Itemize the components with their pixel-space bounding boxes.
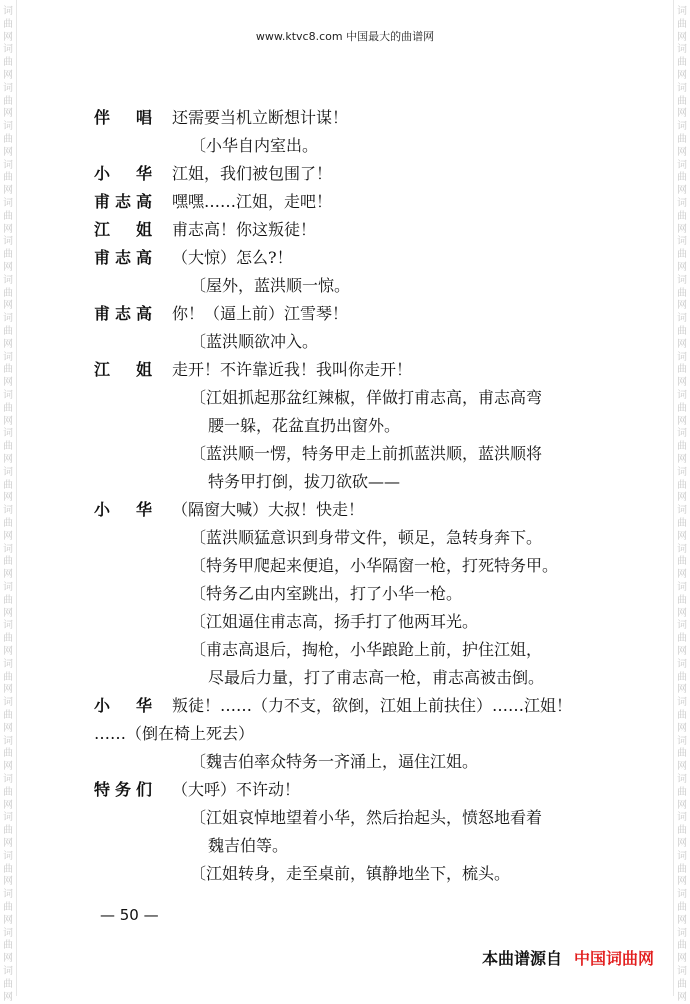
dialogue-text: 走开！不许靠近我！我叫你走开！ [172, 360, 413, 379]
watermark-char: 网 [3, 454, 13, 465]
watermark-char: 曲 [3, 402, 13, 414]
watermark-char: 词 [3, 582, 13, 593]
watermark-char: 词 [3, 236, 13, 248]
watermark-char: 网 [3, 146, 13, 158]
watermark-char: 词 [677, 543, 687, 555]
speaker-name: 甫志高 [94, 248, 152, 267]
stage-direction [190, 804, 634, 860]
watermark-char: 曲 [677, 556, 687, 568]
watermark-char: 词 [677, 121, 687, 133]
stage-direction-text: 〔江姐转身，走至桌前，镇静地坐下，梳头。 [190, 864, 511, 883]
watermark-char: 词 [677, 582, 687, 593]
watermark-char: 词 [677, 505, 687, 517]
watermark-char: 词 [677, 697, 687, 709]
speaker-name: 甫志高 [94, 192, 152, 211]
watermark-char: 词 [677, 313, 687, 325]
speaker-name: 甫志高 [94, 304, 152, 323]
dialogue-continuation [94, 720, 634, 748]
watermark-char: 曲 [677, 364, 687, 376]
watermark-char: 词 [3, 428, 13, 440]
stage-direction-text: 〔江姐抓起那盆红辣椒，佯做打甫志高，甫志高弯 [190, 388, 543, 407]
watermark-char: 网 [677, 338, 687, 350]
dialogue-line [94, 496, 634, 524]
watermark-char: 曲 [3, 57, 13, 69]
watermark-char: 网 [3, 646, 13, 657]
watermark-char: 词 [677, 274, 687, 286]
watermark-char: 网 [3, 761, 13, 773]
watermark-char: 曲 [677, 441, 687, 453]
watermark-char: 词 [3, 774, 13, 785]
dialogue-line [94, 244, 634, 272]
watermark-char: 网 [677, 377, 687, 389]
watermark-char: 词 [3, 351, 13, 363]
stage-direction-text: 〔小华自内室出。 [190, 136, 319, 155]
watermark-char: 词 [3, 82, 13, 94]
watermark-char: 词 [3, 121, 13, 133]
watermark-char: 网 [3, 953, 13, 965]
page-header: www.ktvc8.com 中国最大的曲谱网 [255, 30, 435, 43]
watermark-char: 曲 [3, 902, 13, 913]
watermark-char: 网 [3, 991, 13, 1003]
stage-direction-text: 〔蓝洪顺一愣，特务甲走上前抓蓝洪顺，蓝洪顺将 [190, 444, 543, 463]
watermark-char: 网 [677, 108, 687, 120]
watermark-char: 曲 [677, 249, 687, 261]
watermark-char: 曲 [677, 172, 687, 184]
watermark-char: 网 [3, 31, 13, 43]
watermark-char: 网 [677, 31, 687, 43]
stage-direction [190, 132, 634, 160]
watermark-char: 曲 [3, 594, 13, 606]
watermark-char: 词 [3, 505, 13, 517]
watermark-char: 词 [677, 466, 687, 478]
left-watermark-column [0, 0, 16, 1003]
watermark-char: 网 [677, 146, 687, 158]
watermark-char: 网 [3, 569, 13, 581]
watermark-char: 曲 [3, 556, 13, 568]
watermark-char: 网 [677, 569, 687, 581]
dialogue-line [94, 356, 634, 384]
dialogue-text: 甫志高！你这叛徒！ [172, 220, 317, 239]
watermark-char: 曲 [677, 326, 687, 337]
watermark-char: 词 [3, 390, 13, 401]
stage-direction [190, 328, 634, 356]
dialogue-line [94, 216, 634, 244]
stage-direction [190, 636, 634, 692]
watermark-char: 词 [677, 927, 687, 939]
stage-direction-continuation: 尽最后力量，打了甫志高一枪，甫志高被击倒。 [208, 668, 545, 687]
watermark-char: 词 [3, 850, 13, 862]
watermark-char: 词 [677, 889, 687, 901]
stage-direction-text: 〔蓝洪顺猛意识到身带文件，顿足，急转身奔下。 [190, 528, 543, 547]
watermark-char: 曲 [677, 134, 687, 145]
watermark-char: 曲 [3, 249, 13, 261]
watermark-char: 曲 [677, 57, 687, 69]
watermark-char: 曲 [677, 902, 687, 913]
watermark-char: 曲 [677, 633, 687, 645]
dialogue-line [94, 188, 634, 216]
watermark-char: 网 [3, 70, 13, 81]
watermark-char: 网 [677, 799, 687, 811]
watermark-char: 网 [3, 914, 13, 926]
dialogue-text: 你！（逼上前）江雪琴！ [172, 304, 349, 323]
script-body [94, 104, 634, 888]
watermark-char: 词 [677, 82, 687, 94]
dialogue-line [94, 300, 634, 328]
watermark-char: 网 [677, 876, 687, 888]
watermark-char: 网 [677, 953, 687, 965]
watermark-char: 曲 [3, 671, 13, 683]
watermark-char: 词 [677, 6, 687, 17]
watermark-char: 网 [677, 761, 687, 773]
stage-direction [190, 580, 634, 608]
stage-direction [190, 524, 634, 552]
stage-direction-text: 〔屋外，蓝洪顺一惊。 [190, 276, 351, 295]
watermark-char: 网 [3, 722, 13, 734]
watermark-char: 曲 [3, 18, 13, 30]
watermark-char: 网 [677, 70, 687, 81]
dialogue-text: 嘿嘿……江姐，走吧！ [172, 192, 333, 211]
footer-brand-link[interactable]: 中国词曲网 [573, 949, 654, 968]
watermark-char: 网 [677, 300, 687, 312]
watermark-char: 曲 [3, 786, 13, 798]
watermark-char: 曲 [3, 518, 13, 529]
speaker-name: 小华 [94, 164, 152, 183]
watermark-char: 网 [3, 223, 13, 235]
watermark-char: 曲 [677, 402, 687, 414]
watermark-char: 网 [3, 838, 13, 849]
watermark-char: 词 [3, 466, 13, 478]
watermark-char: 曲 [3, 748, 13, 760]
dialogue-text: 江姐，我们被包围了！ [172, 164, 333, 183]
watermark-char: 词 [3, 812, 13, 824]
watermark-char: 网 [677, 646, 687, 657]
watermark-char: 网 [677, 262, 687, 273]
dialogue-text: 叛徒！……（力不支，欲倒，江姐上前扶住）……江姐！ [172, 696, 573, 715]
watermark-char: 曲 [3, 172, 13, 184]
watermark-char: 曲 [3, 710, 13, 721]
watermark-char: 曲 [677, 18, 687, 30]
watermark-char: 网 [3, 684, 13, 696]
stage-direction-text: 〔江姐哀悼地望着小华，然后抬起头，愤怒地看着 [190, 808, 543, 827]
stage-direction-continuation: 特务甲打倒，拔刀欲砍—— [208, 472, 401, 491]
watermark-char: 网 [677, 838, 687, 849]
dialogue-line [94, 776, 634, 804]
stage-direction-continuation: 腰一躲，花盆直扔出窗外。 [208, 416, 401, 435]
stage-direction-text: 〔魏吉伯率众特务一齐涌上，逼住江姐。 [190, 752, 479, 771]
footer-credit [482, 946, 654, 969]
watermark-char: 词 [3, 44, 13, 56]
watermark-char: 曲 [677, 748, 687, 760]
stage-direction [190, 272, 634, 300]
stage-direction-continuation: 魏吉伯等。 [208, 836, 289, 855]
watermark-char: 网 [677, 684, 687, 696]
watermark-char: 词 [677, 428, 687, 440]
watermark-char: 网 [677, 185, 687, 197]
stage-direction-text: 〔江姐逼住甫志高，扬手打了他两耳光。 [190, 612, 479, 631]
watermark-char: 网 [677, 607, 687, 619]
watermark-char: 网 [3, 185, 13, 197]
watermark-char: 词 [677, 44, 687, 56]
watermark-char: 词 [3, 927, 13, 939]
watermark-char: 曲 [3, 326, 13, 337]
watermark-char: 词 [677, 812, 687, 824]
watermark-char: 网 [677, 223, 687, 235]
watermark-char: 词 [3, 198, 13, 209]
watermark-char: 词 [3, 159, 13, 171]
watermark-char: 曲 [677, 786, 687, 798]
watermark-char: 曲 [3, 825, 13, 837]
watermark-char: 曲 [3, 633, 13, 645]
watermark-char: 词 [3, 697, 13, 709]
watermark-char: 曲 [677, 594, 687, 606]
watermark-char: 曲 [677, 671, 687, 683]
watermark-char: 曲 [3, 134, 13, 145]
right-margin-rule [673, 0, 674, 996]
stage-direction-text: 〔特务乙由内室跳出，打了小华一枪。 [190, 584, 463, 603]
dialogue-text: （大惊）怎么?！ [172, 248, 293, 267]
stage-direction-text: 〔蓝洪顺欲冲入。 [190, 332, 319, 351]
watermark-char: 网 [677, 722, 687, 734]
stage-direction [190, 440, 634, 496]
dialogue-text: （大呼）不许动！ [172, 780, 301, 799]
watermark-char: 曲 [3, 287, 13, 299]
watermark-char: 词 [677, 236, 687, 248]
watermark-char: 网 [677, 454, 687, 465]
watermark-char: 词 [3, 735, 13, 747]
watermark-char: 网 [3, 607, 13, 619]
dialogue-text: （隔窗大喊）大叔！快走！ [172, 500, 365, 519]
dialogue-line [94, 160, 634, 188]
watermark-char: 网 [3, 876, 13, 888]
speaker-name: 伴唱 [94, 108, 152, 127]
watermark-char: 曲 [677, 978, 687, 990]
right-watermark-column [674, 0, 690, 1003]
stage-direction [190, 748, 634, 776]
watermark-char: 曲 [677, 479, 687, 491]
watermark-char: 曲 [3, 210, 13, 222]
dialogue-line [94, 692, 634, 720]
watermark-char: 词 [677, 850, 687, 862]
watermark-char: 网 [677, 914, 687, 926]
watermark-char: 词 [3, 889, 13, 901]
watermark-char: 曲 [677, 863, 687, 875]
watermark-char: 词 [677, 198, 687, 209]
watermark-char: 网 [3, 338, 13, 350]
watermark-char: 词 [677, 351, 687, 363]
dialogue-text: ……（倒在椅上死去） [94, 724, 255, 743]
watermark-char: 词 [677, 774, 687, 785]
watermark-char: 曲 [677, 825, 687, 837]
watermark-char: 词 [3, 6, 13, 17]
watermark-char: 网 [677, 415, 687, 427]
watermark-char: 网 [3, 300, 13, 312]
footer-source-text: 本曲谱源自 [481, 949, 562, 968]
watermark-char: 曲 [3, 940, 13, 952]
watermark-char: 网 [3, 108, 13, 120]
watermark-char: 曲 [3, 863, 13, 875]
speaker-name: 小华 [94, 696, 152, 715]
watermark-char: 网 [3, 377, 13, 389]
watermark-char: 网 [677, 991, 687, 1003]
watermark-char: 曲 [677, 940, 687, 952]
watermark-char: 词 [3, 313, 13, 325]
watermark-char: 词 [3, 620, 13, 632]
watermark-char: 曲 [677, 710, 687, 721]
dialogue-line [94, 104, 634, 132]
watermark-char: 曲 [3, 95, 13, 107]
speaker-name: 江姐 [94, 220, 152, 239]
watermark-char: 词 [3, 966, 13, 977]
stage-direction-text: 〔特务甲爬起来便追，小华隔窗一枪，打死特务甲。 [190, 556, 559, 575]
watermark-char: 网 [3, 492, 13, 504]
watermark-char: 词 [677, 735, 687, 747]
watermark-char: 曲 [677, 210, 687, 222]
watermark-char: 曲 [3, 978, 13, 990]
watermark-char: 词 [3, 274, 13, 286]
speaker-name: 江姐 [94, 360, 152, 379]
watermark-char: 曲 [3, 441, 13, 453]
stage-direction-text: 〔甫志高退后，掏枪，小华踉跄上前，护住江姐， [190, 640, 543, 659]
watermark-char: 词 [677, 620, 687, 632]
speaker-name: 特务们 [94, 780, 152, 799]
watermark-char: 词 [677, 390, 687, 401]
watermark-char: 词 [677, 658, 687, 670]
left-margin-rule [16, 0, 17, 996]
watermark-char: 网 [3, 262, 13, 273]
watermark-char: 网 [677, 492, 687, 504]
watermark-char: 网 [3, 415, 13, 427]
speaker-name: 小华 [94, 500, 152, 519]
watermark-char: 词 [677, 966, 687, 977]
stage-direction [190, 384, 634, 440]
stage-direction [190, 552, 634, 580]
watermark-char: 词 [3, 543, 13, 555]
watermark-char: 曲 [677, 518, 687, 529]
stage-direction [190, 608, 634, 636]
stage-direction [190, 860, 634, 888]
watermark-char: 曲 [3, 479, 13, 491]
watermark-char: 曲 [677, 95, 687, 107]
watermark-char: 网 [3, 530, 13, 542]
watermark-char: 曲 [3, 364, 13, 376]
dialogue-text: 还需要当机立断想计谋！ [172, 108, 349, 127]
page-number: — 50 — [100, 906, 159, 924]
watermark-char: 网 [677, 530, 687, 542]
watermark-char: 词 [677, 159, 687, 171]
watermark-char: 曲 [677, 287, 687, 299]
watermark-char: 网 [3, 799, 13, 811]
watermark-char: 词 [3, 658, 13, 670]
